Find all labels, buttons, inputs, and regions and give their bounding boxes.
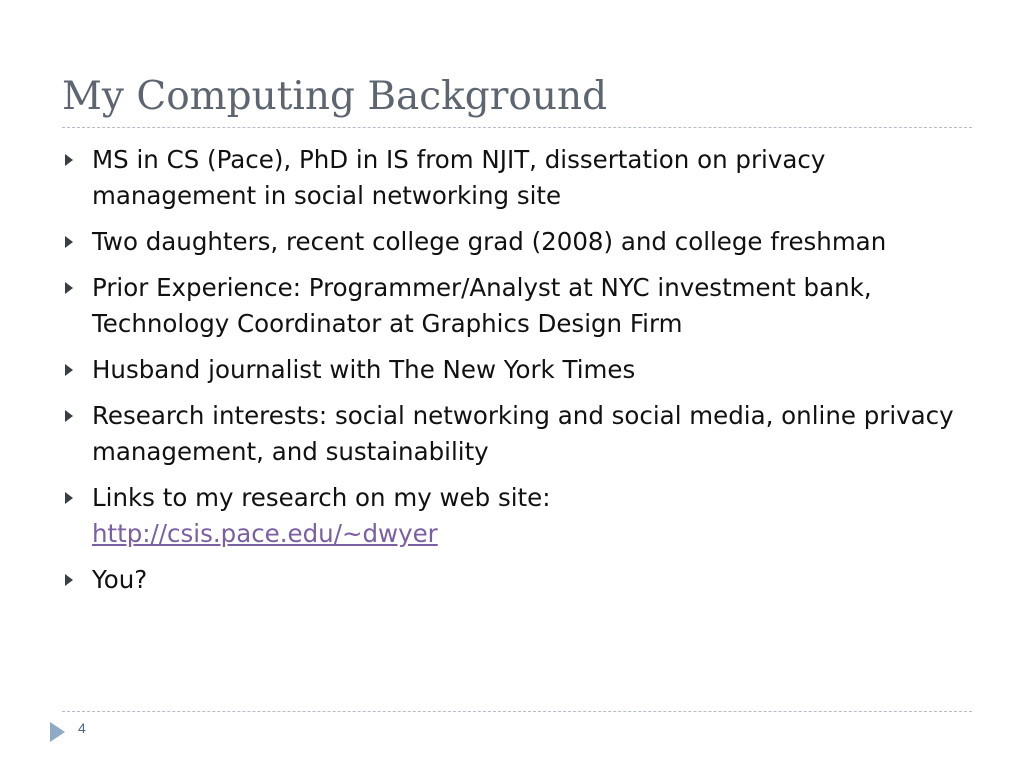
footer-arrow-icon <box>50 722 65 742</box>
bullet-arrow-icon <box>65 410 73 422</box>
bullet-text: Links to my research on my web site: <box>92 483 551 512</box>
bullet-item-education <box>62 142 962 214</box>
bullet-item-husband <box>62 352 962 388</box>
bullet-text: Two daughters, recent college grad (2008) and college freshman <box>92 227 887 256</box>
bullet-arrow-icon <box>65 492 73 504</box>
bullet-text: Husband journalist with The New York Times <box>92 355 636 384</box>
slide-title: My Computing Background <box>62 74 608 119</box>
bullet-text: Research interests: social networking and social media, online privacy management, and sustainability <box>92 401 954 466</box>
bullet-text: MS in CS (Pace), PhD in IS from NJIT, dissertation on privacy management in social networking site <box>92 145 826 210</box>
bullet-item-research <box>62 398 962 470</box>
bullet-arrow-icon <box>65 154 73 166</box>
footer-divider <box>62 711 972 712</box>
bullet-list <box>62 142 962 608</box>
bullet-item-you <box>62 562 962 598</box>
page-number: 4 <box>78 720 86 736</box>
bullet-text: You? <box>92 565 148 594</box>
title-divider <box>62 127 972 128</box>
bullet-arrow-icon <box>65 236 73 248</box>
bullet-text: Prior Experience: Programmer/Analyst at NYC investment bank, Technology Coordinator at Graphics Design Firm <box>92 273 872 338</box>
bullet-arrow-icon <box>65 364 73 376</box>
bullet-arrow-icon <box>65 574 73 586</box>
research-website-link[interactable]: http://csis.pace.edu/~dwyer <box>92 519 438 548</box>
bullet-item-links <box>62 480 962 552</box>
bullet-arrow-icon <box>65 282 73 294</box>
bullet-item-family <box>62 224 962 260</box>
bullet-item-experience <box>62 270 962 342</box>
